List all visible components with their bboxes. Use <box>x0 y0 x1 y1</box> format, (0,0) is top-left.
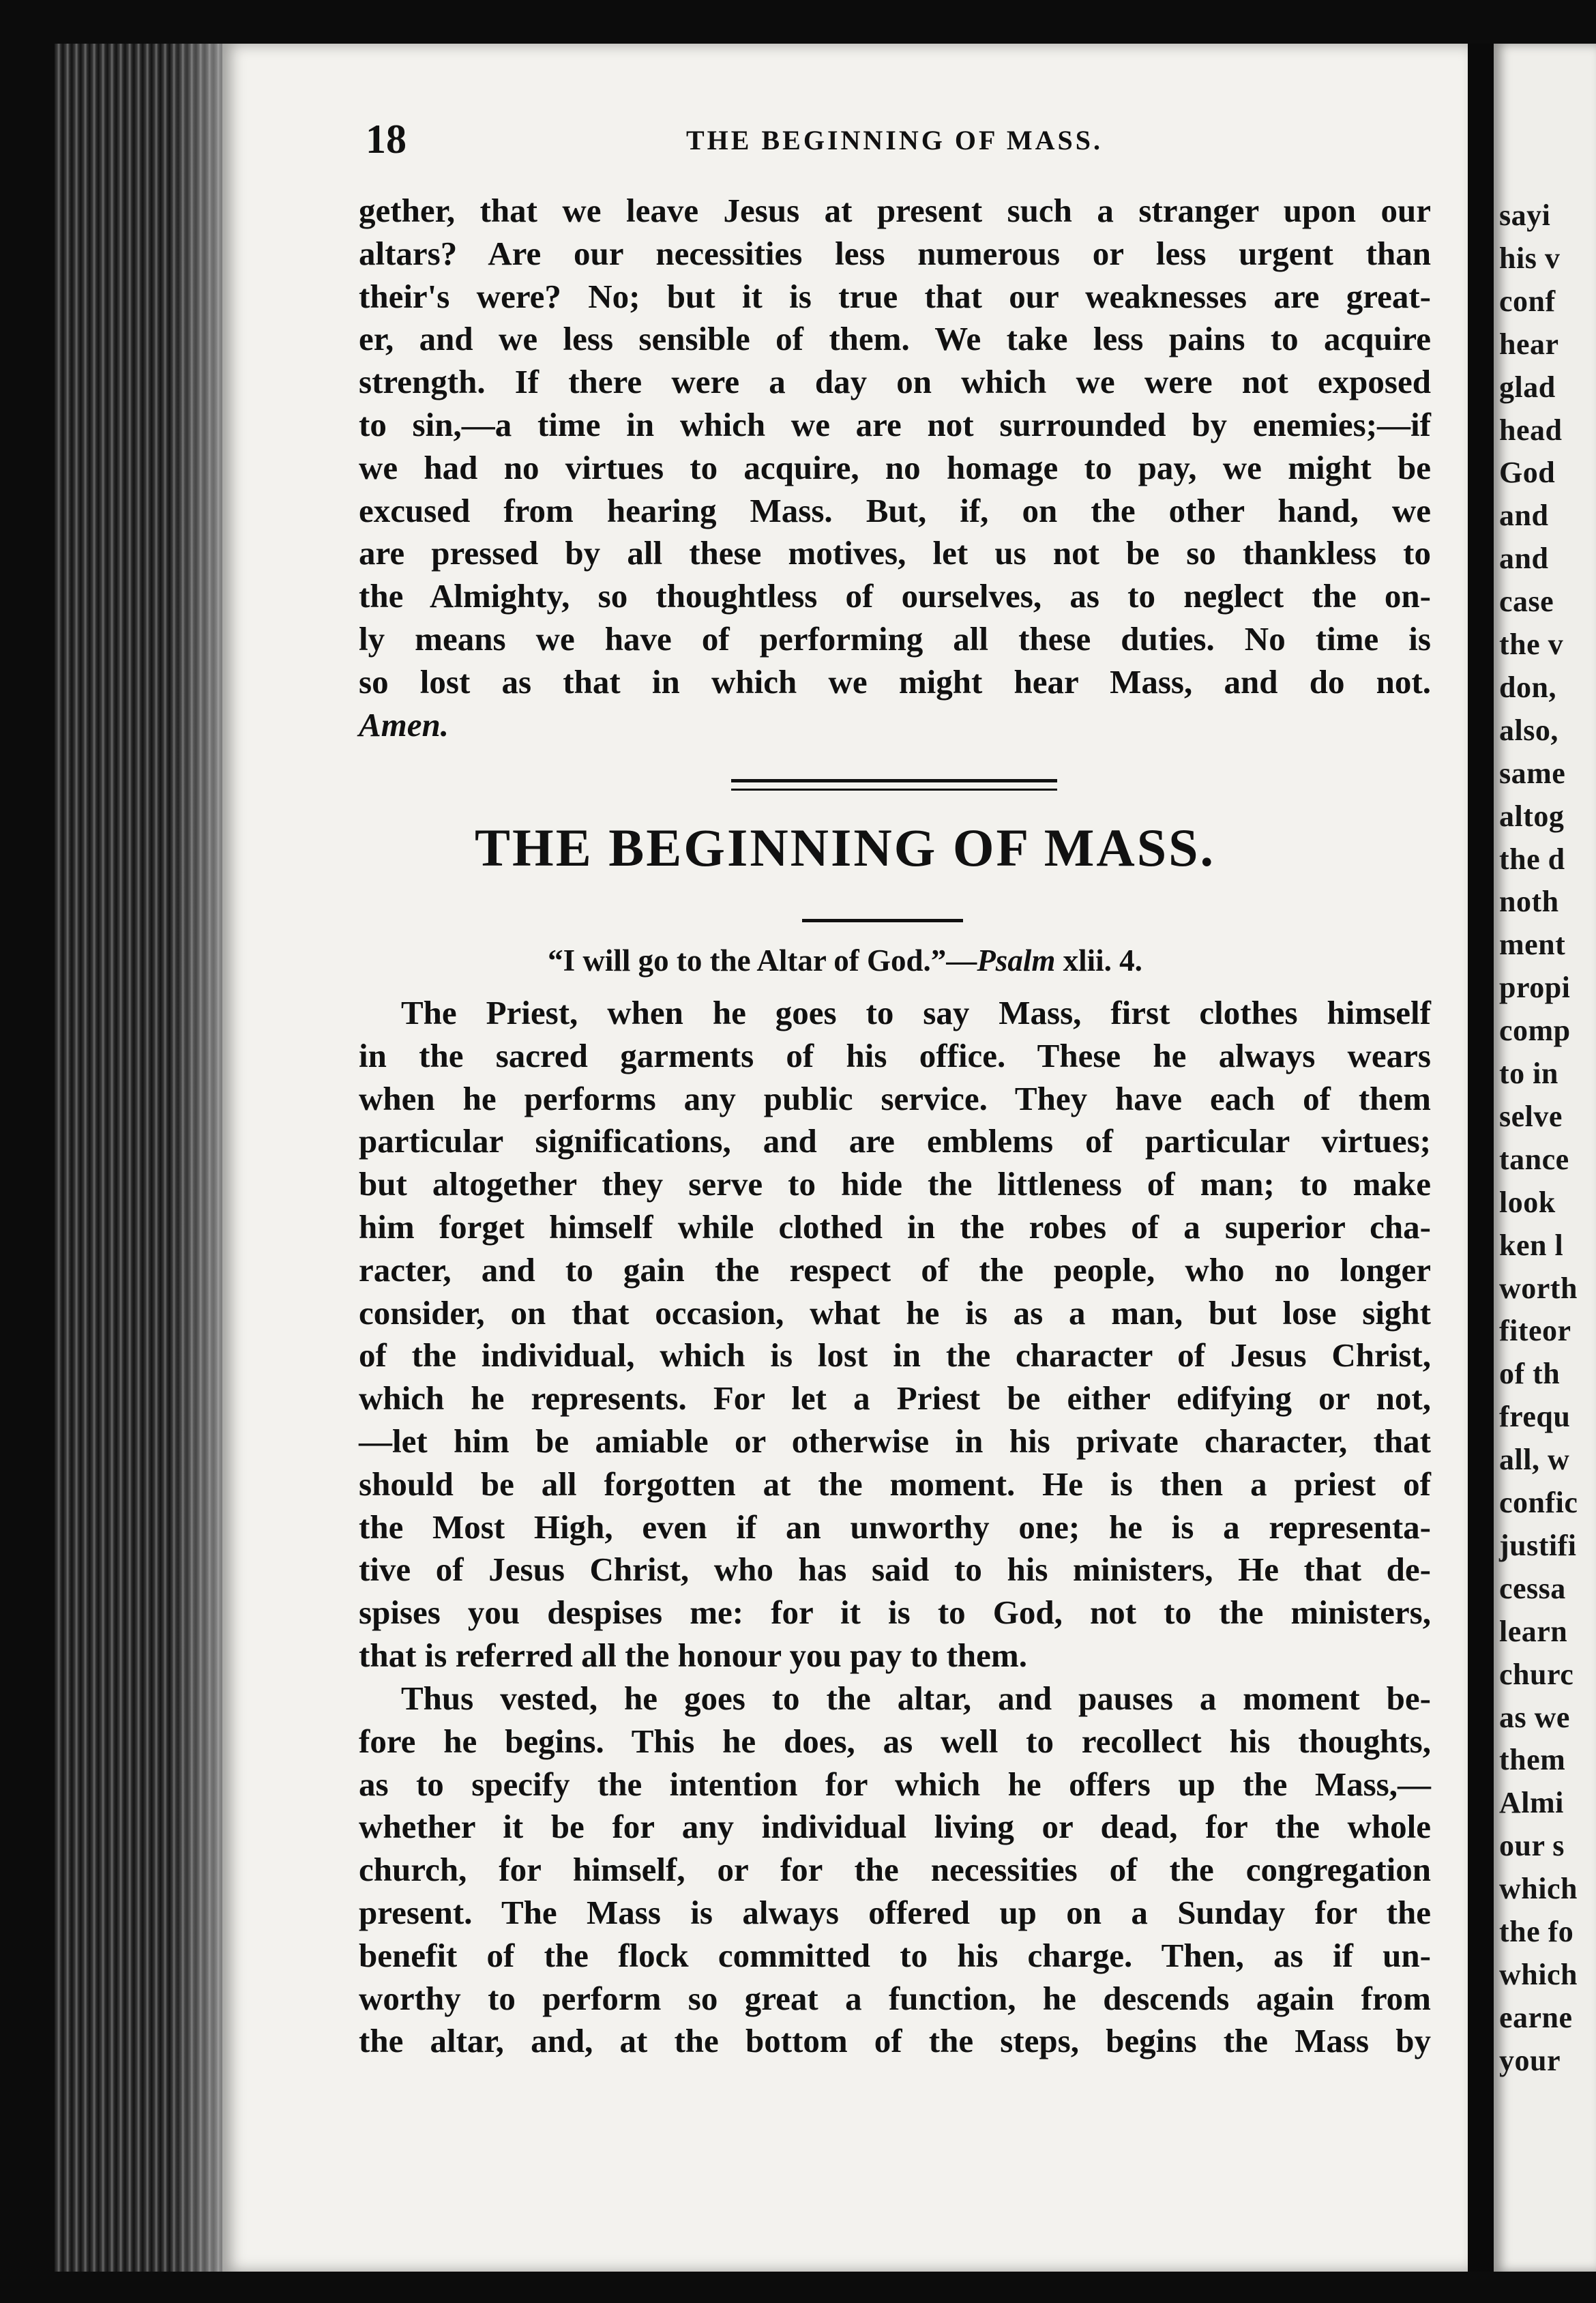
epigraph <box>222 943 1468 978</box>
facing-page-fragment: altog <box>1499 799 1565 833</box>
facing-page-fragment: God <box>1499 456 1556 490</box>
facing-page-fragment: them <box>1499 1743 1566 1777</box>
text-line: Thus vested, he goes to the altar, and pauses a moment be- <box>401 1679 1431 1717</box>
facing-page-fragment: cessa <box>1499 1571 1566 1605</box>
facing-page-fragment: as we <box>1499 1700 1570 1734</box>
text-line: present. The Mass is always offered up on a Sunday for the <box>359 1893 1431 1931</box>
facing-page-fragment: also, <box>1499 713 1558 747</box>
facing-page-fragment: your <box>1499 2043 1561 2077</box>
facing-page-fragment: case <box>1499 585 1554 619</box>
facing-page-fragment: comp <box>1499 1014 1571 1048</box>
title-rule <box>802 919 963 922</box>
text-line: the Most High, even if an unworthy one; he is a representa- <box>359 1508 1431 1546</box>
text-line: fore he begins. This he does, as well to recollect his thoughts, <box>359 1722 1431 1760</box>
text-line: should be all forgotten at the moment. He is then a priest of <box>359 1465 1431 1503</box>
page-gutter <box>1468 44 1494 2272</box>
text-line: the Almighty, so thoughtless of ourselves, as to neglect the on- <box>359 577 1431 615</box>
facing-page-fragment: learn <box>1499 1614 1568 1648</box>
epigraph-quote: “I will go to the Altar of God.”— <box>548 943 977 978</box>
facing-page-fragment: head <box>1499 413 1563 447</box>
double-rule-bottom <box>731 789 1057 791</box>
text-line: we had no virtues to acquire, no homage to pay, we might be <box>359 448 1431 486</box>
facing-page-fragment: confic <box>1499 1486 1578 1519</box>
chapter-title: THE BEGINNING OF MASS. <box>475 818 1215 877</box>
text-line: er, and we less sensible of them. We take less pains to acquire <box>359 320 1431 358</box>
top-paragraph <box>359 190 1431 746</box>
text-line: spises you despises me: for it is to God, not to the ministers, <box>359 1594 1431 1632</box>
facing-page-fragment: which <box>1499 1957 1578 1991</box>
text-line: altars? Are our necessities less numerous or less urgent than <box>359 234 1431 272</box>
text-line: which he represents. For let a Priest be either edifying or not, <box>359 1379 1431 1418</box>
facing-page-fragment: glad <box>1499 370 1556 404</box>
facing-page-fragment: tance <box>1499 1142 1569 1176</box>
text-line: so lost as that in which we might hear Mass, and do not. <box>359 662 1431 701</box>
paragraph-one <box>359 992 1431 1677</box>
text-line: that is referred all the honour you pay to them. <box>359 1636 1027 1674</box>
facing-page-fragment: fiteor <box>1499 1314 1571 1348</box>
facing-page-fragment: of th <box>1499 1357 1561 1391</box>
facing-page-fragment: selve <box>1499 1099 1563 1133</box>
facing-page-fragment: noth <box>1499 885 1559 919</box>
text-line: racter, and to gain the respect of the people, who no longer <box>359 1250 1431 1289</box>
text-line: worthy to perform so great a function, he descends again from <box>359 1979 1431 2017</box>
double-rule-top <box>731 779 1057 782</box>
text-line: when he performs any public service. They have each of them <box>359 1079 1431 1117</box>
text-line: consider, on that occasion, what he is as a man, but lose sight <box>359 1293 1431 1332</box>
facing-page-fragment: sayi <box>1499 199 1551 232</box>
facing-page-fragment: earne <box>1499 2000 1573 2034</box>
facing-page-fragment: ment <box>1499 928 1566 962</box>
text-line: as to specify the intention for which he offers up the Mass,— <box>359 1765 1431 1803</box>
facing-page-fragment: look <box>1499 1185 1556 1219</box>
text-line: the altar, and, at the bottom of the steps, begins the Mass by <box>359 2022 1431 2060</box>
text-line: but altogether they serve to hide the littleness of man; to make <box>359 1165 1431 1203</box>
running-head: THE BEGINNING OF MASS. <box>686 125 1104 156</box>
facing-page-fragment: propi <box>1499 971 1571 1005</box>
text-line: him forget himself while clothed in the robes of a superior cha- <box>359 1207 1431 1246</box>
facing-page-fragment: ken l <box>1499 1228 1564 1262</box>
facing-page-fragment: the fo <box>1499 1915 1574 1948</box>
facing-page-fragment: his v <box>1499 241 1561 275</box>
text-line: in the sacred garments of his office. These he always wears <box>359 1036 1431 1074</box>
facing-page-fragment: all, w <box>1499 1443 1570 1477</box>
facing-page-fragment: Almi <box>1499 1786 1564 1820</box>
facing-page-fragment: justifi <box>1499 1528 1577 1562</box>
facing-page-fragment: same <box>1499 756 1566 790</box>
facing-page-fragment: hear <box>1499 327 1559 361</box>
text-line: of the individual, which is lost in the character of Jesus Christ, <box>359 1336 1431 1375</box>
text-line: The Priest, when he goes to say Mass, first clothes himself <box>401 994 1431 1031</box>
facing-page-fragment: and <box>1499 499 1549 533</box>
book-page <box>222 44 1468 2272</box>
facing-page-fragment: frequ <box>1499 1400 1571 1434</box>
facing-page-fragment: the d <box>1499 842 1565 876</box>
epigraph-source: Psalm <box>977 943 1056 978</box>
text-line: excused from hearing Mass. But, if, on the other hand, we <box>359 491 1431 529</box>
text-line: church, for himself, or for the necessities of the congregation <box>359 1851 1431 1889</box>
text-line: their's were? No; but it is true that our weaknesses are great- <box>359 277 1431 315</box>
facing-page-edge <box>1494 44 1596 2272</box>
facing-page-fragment: conf <box>1499 284 1556 318</box>
text-line: —let him be amiable or otherwise in his private character, that <box>359 1422 1431 1460</box>
text-line: benefit of the flock committed to his charge. Then, as if un- <box>359 1936 1431 1974</box>
facing-page-fragment: the v <box>1499 628 1564 661</box>
text-line: are pressed by all these motives, let us not be so thankless to <box>359 534 1431 572</box>
facing-page-fragment: which <box>1499 1872 1578 1906</box>
text-line: ly means we have of performing all these duties. No time is <box>359 619 1431 658</box>
text-line: Amen. <box>359 705 449 744</box>
facing-page-fragment: and <box>1499 542 1549 576</box>
facing-page-fragment: don, <box>1499 670 1556 704</box>
facing-page-fragment: worth <box>1499 1271 1578 1305</box>
text-line: particular significations, and are emblems of particular virtues; <box>359 1122 1431 1160</box>
epigraph-verse: xlii. 4. <box>1055 943 1142 978</box>
page-number: 18 <box>366 117 407 162</box>
facing-page-fragment: to in <box>1499 1057 1558 1090</box>
binding-shadow <box>171 44 222 2272</box>
text-line: to sin,—a time in which we are not surrounded by enemies;—if <box>359 405 1431 443</box>
paragraph-two <box>359 1677 1431 2063</box>
text-line: whether it be for any individual living or dead, for the whole <box>359 1808 1431 1846</box>
facing-page-fragment: churc <box>1499 1657 1574 1691</box>
facing-page-fragment: our s <box>1499 1829 1565 1863</box>
text-line: gether, that we leave Jesus at present such a stranger upon our <box>359 192 1431 229</box>
text-line: tive of Jesus Christ, who has said to his ministers, He that de- <box>359 1551 1431 1589</box>
text-line: strength. If there were a day on which we were not exposed <box>359 363 1431 401</box>
